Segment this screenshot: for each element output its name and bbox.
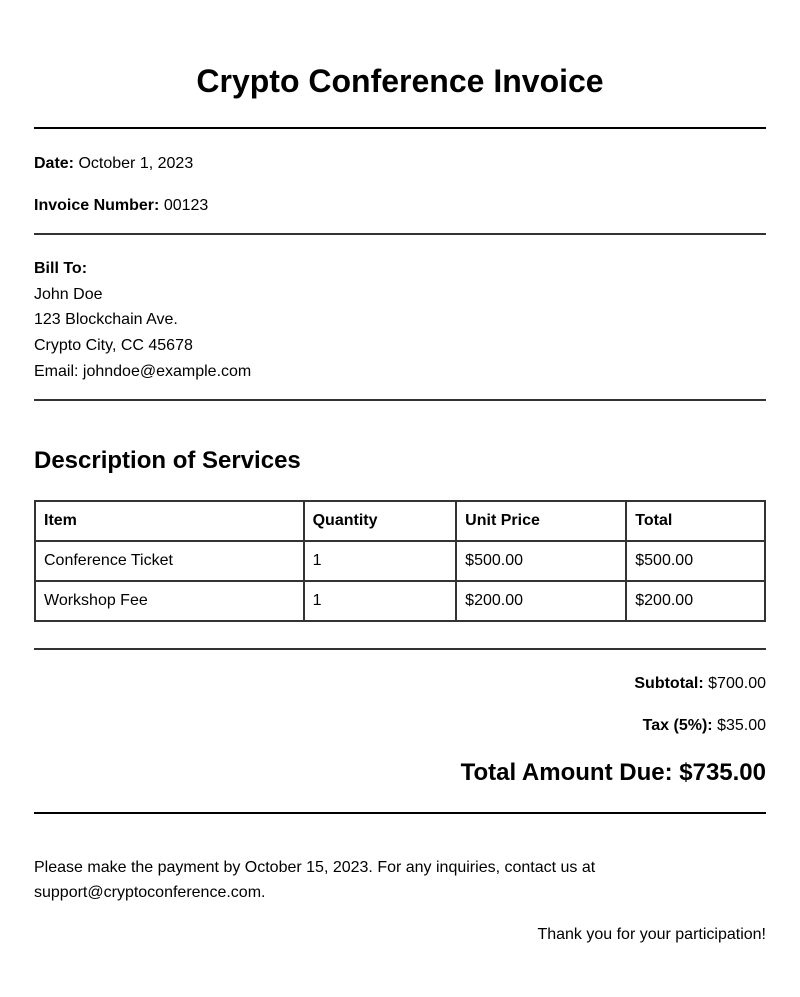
invoice-date <box>34 154 193 174</box>
bill-to-label-text: Bill To: <box>34 260 88 277</box>
cell-quantity: 1 <box>304 581 457 621</box>
cell-item: Conference Ticket <box>35 541 304 581</box>
divider <box>34 399 766 401</box>
bill-to-name: John Doe <box>34 286 103 303</box>
tax-value: $35.00 <box>717 717 766 734</box>
cell-total: $200.00 <box>626 581 765 621</box>
invoice-number-label: Invoice Number: <box>34 197 160 214</box>
invoice-number <box>34 196 208 216</box>
column-header-quantity: Quantity <box>304 501 457 541</box>
column-header-unit-price: Unit Price <box>456 501 626 541</box>
payment-note: Please make the payment by October 15, 2023. For any inquiries, contact us at support@cryptoconference.com. <box>34 859 596 901</box>
cell-unit-price: $200.00 <box>456 581 626 621</box>
cell-total: $500.00 <box>626 541 765 581</box>
date-value: October 1, 2023 <box>78 155 194 172</box>
bill-to-city: Crypto City, CC 45678 <box>34 337 193 354</box>
services-table <box>34 500 766 622</box>
thank-you-message: Thank you for your participation! <box>537 926 766 943</box>
divider <box>34 127 766 129</box>
table-row <box>35 581 765 621</box>
column-header-total: Total <box>626 501 765 541</box>
subtotal <box>634 674 766 694</box>
date-label: Date: <box>34 155 75 172</box>
total-amount-due: Total Amount Due: $735.00 <box>460 759 766 786</box>
cell-unit-price: $500.00 <box>456 541 626 581</box>
divider <box>34 233 766 235</box>
tax <box>643 716 766 736</box>
services-heading: Description of Services <box>34 447 301 474</box>
subtotal-label: Subtotal: <box>634 675 704 692</box>
bill-to-email: Email: johndoe@example.com <box>34 363 252 380</box>
cell-item: Workshop Fee <box>35 581 304 621</box>
table-header-row <box>35 501 765 541</box>
divider <box>34 648 766 650</box>
column-header-item: Item <box>35 501 304 541</box>
subtotal-value: $700.00 <box>708 675 766 692</box>
tax-label: Tax (5%): <box>642 717 713 734</box>
bill-to-street: 123 Blockchain Ave. <box>34 311 178 328</box>
invoice-title: Crypto Conference Invoice <box>196 63 604 99</box>
bill-to-label <box>34 259 87 279</box>
divider <box>34 812 766 814</box>
cell-quantity: 1 <box>304 541 457 581</box>
invoice-number-value: 00123 <box>163 197 209 214</box>
table-row <box>35 541 765 581</box>
